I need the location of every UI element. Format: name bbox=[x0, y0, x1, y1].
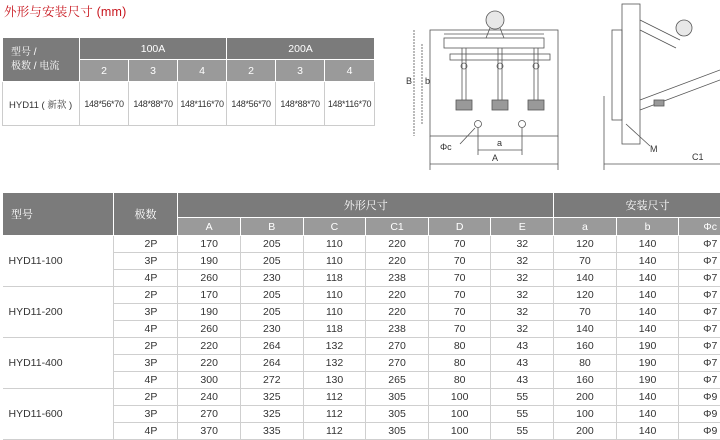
dim-label-M: M bbox=[650, 144, 658, 154]
value-cell: Φ7 bbox=[679, 321, 720, 338]
value-cell: 32 bbox=[491, 236, 554, 253]
value-cell: 55 bbox=[491, 423, 554, 440]
value-cell: 220 bbox=[178, 338, 241, 355]
value-cell: 270 bbox=[366, 338, 429, 355]
value-cell: 190 bbox=[178, 304, 241, 321]
value-cell: 220 bbox=[366, 304, 429, 321]
value-cell: Φ7 bbox=[679, 372, 720, 389]
pole-cell: 2P bbox=[113, 338, 178, 355]
pole-cell: 2P bbox=[113, 236, 178, 253]
value-cell: Φ9 bbox=[679, 423, 720, 440]
col-header: C1 bbox=[366, 218, 429, 236]
value-cell: 112 bbox=[303, 406, 366, 423]
value-cell: 325 bbox=[240, 406, 303, 423]
value-cell: 205 bbox=[240, 253, 303, 270]
model-cell: HYD11 ( 新款 ) bbox=[3, 82, 80, 126]
value-cell: 110 bbox=[303, 287, 366, 304]
value-cell: 220 bbox=[366, 287, 429, 304]
value-cell: 220 bbox=[366, 236, 429, 253]
value-cell: 70 bbox=[428, 304, 491, 321]
value-cell: 32 bbox=[491, 321, 554, 338]
dim-label-C1: C1 bbox=[692, 152, 704, 162]
value-cell: Φ7 bbox=[679, 253, 720, 270]
value-cell: 305 bbox=[366, 406, 429, 423]
value-cell: 118 bbox=[303, 270, 366, 287]
col-header: Φc bbox=[679, 218, 720, 236]
value-cell: 55 bbox=[491, 389, 554, 406]
size-cell: 148*56*70 bbox=[227, 82, 276, 126]
value-cell: 140 bbox=[554, 270, 617, 287]
handle-knob bbox=[486, 11, 504, 29]
value-cell: 220 bbox=[366, 253, 429, 270]
col-header: E bbox=[491, 218, 554, 236]
value-cell: 264 bbox=[240, 338, 303, 355]
value-cell: 220 bbox=[178, 355, 241, 372]
value-cell: 70 bbox=[554, 253, 617, 270]
size-table bbox=[2, 37, 375, 126]
value-cell: 140 bbox=[616, 236, 679, 253]
pole-header: 3 bbox=[129, 60, 178, 82]
value-cell: 200 bbox=[554, 423, 617, 440]
value-cell: 55 bbox=[491, 406, 554, 423]
value-cell: Φ7 bbox=[679, 338, 720, 355]
size-cell: 148*88*70 bbox=[129, 82, 178, 126]
value-cell: Φ7 bbox=[679, 355, 720, 372]
col-header: D bbox=[428, 218, 491, 236]
value-cell: 190 bbox=[616, 338, 679, 355]
pole-cell: 3P bbox=[113, 304, 178, 321]
size-cell: 148*56*70 bbox=[80, 82, 129, 126]
value-cell: 370 bbox=[178, 423, 241, 440]
model-cell: HYD11-400 bbox=[3, 338, 114, 389]
table-row bbox=[3, 338, 720, 355]
value-cell: 43 bbox=[491, 372, 554, 389]
value-cell: 305 bbox=[366, 423, 429, 440]
value-cell: 140 bbox=[616, 253, 679, 270]
group-100a: 100A bbox=[80, 38, 227, 60]
col-header: A bbox=[178, 218, 241, 236]
value-cell: 270 bbox=[178, 406, 241, 423]
pole-cell: 2P bbox=[113, 389, 178, 406]
size-cell: 148*116*70 bbox=[325, 82, 375, 126]
value-cell: 120 bbox=[554, 236, 617, 253]
pole-header: 2 bbox=[80, 60, 129, 82]
value-cell: Φ7 bbox=[679, 287, 720, 304]
value-cell: 270 bbox=[366, 355, 429, 372]
table-row bbox=[3, 287, 720, 304]
value-cell: 43 bbox=[491, 338, 554, 355]
group-200a: 200A bbox=[227, 38, 375, 60]
side-base bbox=[622, 4, 640, 144]
value-cell: 132 bbox=[303, 355, 366, 372]
value-cell: 272 bbox=[240, 372, 303, 389]
value-cell: 110 bbox=[303, 304, 366, 321]
table-row bbox=[3, 236, 720, 253]
value-cell: Φ9 bbox=[679, 406, 720, 423]
value-cell: 70 bbox=[428, 270, 491, 287]
col-header: B bbox=[240, 218, 303, 236]
value-cell: 190 bbox=[178, 253, 241, 270]
value-cell: 100 bbox=[428, 423, 491, 440]
value-cell: 170 bbox=[178, 287, 241, 304]
col-header: b bbox=[616, 218, 679, 236]
value-cell: 140 bbox=[554, 321, 617, 338]
dim-label-b: b bbox=[425, 76, 430, 86]
base-plate bbox=[430, 30, 558, 136]
pole-header: 2 bbox=[227, 60, 276, 82]
value-cell: Φ7 bbox=[679, 236, 720, 253]
pole-cell: 4P bbox=[113, 270, 178, 287]
model-cell: HYD11-200 bbox=[3, 287, 114, 338]
pole-cell: 4P bbox=[113, 423, 178, 440]
value-cell: Φ7 bbox=[679, 304, 720, 321]
col-header: a bbox=[554, 218, 617, 236]
value-cell: 100 bbox=[428, 406, 491, 423]
pole-header: 4 bbox=[325, 60, 375, 82]
value-cell: 140 bbox=[616, 423, 679, 440]
side-handle-knob bbox=[676, 20, 692, 36]
value-cell: 265 bbox=[366, 372, 429, 389]
value-cell: 80 bbox=[428, 372, 491, 389]
header-outline-dimensions: 外形尺寸 bbox=[178, 193, 554, 218]
value-cell: 110 bbox=[303, 236, 366, 253]
value-cell: 140 bbox=[616, 389, 679, 406]
value-cell: 118 bbox=[303, 321, 366, 338]
value-cell: 325 bbox=[240, 389, 303, 406]
header-poles: 极数 bbox=[113, 193, 178, 236]
pole-cell: 3P bbox=[113, 253, 178, 270]
value-cell: 264 bbox=[240, 355, 303, 372]
value-cell: 70 bbox=[428, 287, 491, 304]
table-row bbox=[3, 389, 720, 406]
value-cell: 140 bbox=[616, 304, 679, 321]
page-title: 外形与安装尺寸 (mm) bbox=[4, 2, 127, 20]
size-cell: 148*88*70 bbox=[276, 82, 325, 126]
pole-cell: 4P bbox=[113, 372, 178, 389]
pole-cell: 3P bbox=[113, 406, 178, 423]
dim-label-B: B bbox=[406, 76, 412, 86]
value-cell: 43 bbox=[491, 355, 554, 372]
value-cell: 240 bbox=[178, 389, 241, 406]
value-cell: 32 bbox=[491, 287, 554, 304]
value-cell: 112 bbox=[303, 389, 366, 406]
value-cell: 140 bbox=[616, 287, 679, 304]
dim-label-phic: Φc bbox=[440, 142, 452, 152]
front-view-drawing bbox=[400, 0, 570, 180]
value-cell: 205 bbox=[240, 304, 303, 321]
header-install-dimensions: 安装尺寸 bbox=[554, 193, 720, 218]
value-cell: 190 bbox=[616, 355, 679, 372]
side-view-drawing bbox=[580, 0, 720, 180]
model-cell: HYD11-100 bbox=[3, 236, 114, 287]
value-cell: 112 bbox=[303, 423, 366, 440]
value-cell: 120 bbox=[554, 287, 617, 304]
value-cell: 32 bbox=[491, 270, 554, 287]
value-cell: 140 bbox=[616, 270, 679, 287]
value-cell: 230 bbox=[240, 321, 303, 338]
value-cell: 140 bbox=[616, 321, 679, 338]
pole-header: 3 bbox=[276, 60, 325, 82]
value-cell: 80 bbox=[428, 355, 491, 372]
pole-cell: 3P bbox=[113, 355, 178, 372]
value-cell: 238 bbox=[366, 270, 429, 287]
value-cell: 132 bbox=[303, 338, 366, 355]
pole-cell: 4P bbox=[113, 321, 178, 338]
header-model: 型号 bbox=[3, 193, 114, 236]
col-header: C bbox=[303, 218, 366, 236]
value-cell: 200 bbox=[554, 389, 617, 406]
dimensions-table bbox=[2, 192, 720, 440]
value-cell: 160 bbox=[554, 338, 617, 355]
value-cell: 260 bbox=[178, 270, 241, 287]
model-cell: HYD11-600 bbox=[3, 389, 114, 440]
pole-cell: 2P bbox=[113, 287, 178, 304]
value-cell: 305 bbox=[366, 389, 429, 406]
dimensions-body bbox=[3, 236, 720, 440]
value-cell: 32 bbox=[491, 253, 554, 270]
value-cell: Φ9 bbox=[679, 389, 720, 406]
value-cell: 205 bbox=[240, 236, 303, 253]
value-cell: Φ7 bbox=[679, 270, 720, 287]
value-cell: 70 bbox=[428, 321, 491, 338]
value-cell: 80 bbox=[554, 355, 617, 372]
value-cell: 260 bbox=[178, 321, 241, 338]
value-cell: 170 bbox=[178, 236, 241, 253]
value-cell: 110 bbox=[303, 253, 366, 270]
value-cell: 70 bbox=[428, 236, 491, 253]
value-cell: 130 bbox=[303, 372, 366, 389]
pole-header: 4 bbox=[178, 60, 227, 82]
value-cell: 100 bbox=[428, 389, 491, 406]
value-cell: 190 bbox=[616, 372, 679, 389]
value-cell: 80 bbox=[428, 338, 491, 355]
value-cell: 140 bbox=[616, 406, 679, 423]
size-cell: 148*116*70 bbox=[178, 82, 227, 126]
value-cell: 335 bbox=[240, 423, 303, 440]
value-cell: 230 bbox=[240, 270, 303, 287]
header-model-poles-current: 型号 / 极数 / 电流 bbox=[3, 38, 80, 82]
value-cell: 160 bbox=[554, 372, 617, 389]
dim-label-A: A bbox=[492, 153, 498, 163]
dim-label-a: a bbox=[497, 138, 502, 148]
value-cell: 100 bbox=[554, 406, 617, 423]
value-cell: 205 bbox=[240, 287, 303, 304]
value-cell: 32 bbox=[491, 304, 554, 321]
value-cell: 70 bbox=[428, 253, 491, 270]
value-cell: 300 bbox=[178, 372, 241, 389]
value-cell: 238 bbox=[366, 321, 429, 338]
value-cell: 70 bbox=[554, 304, 617, 321]
